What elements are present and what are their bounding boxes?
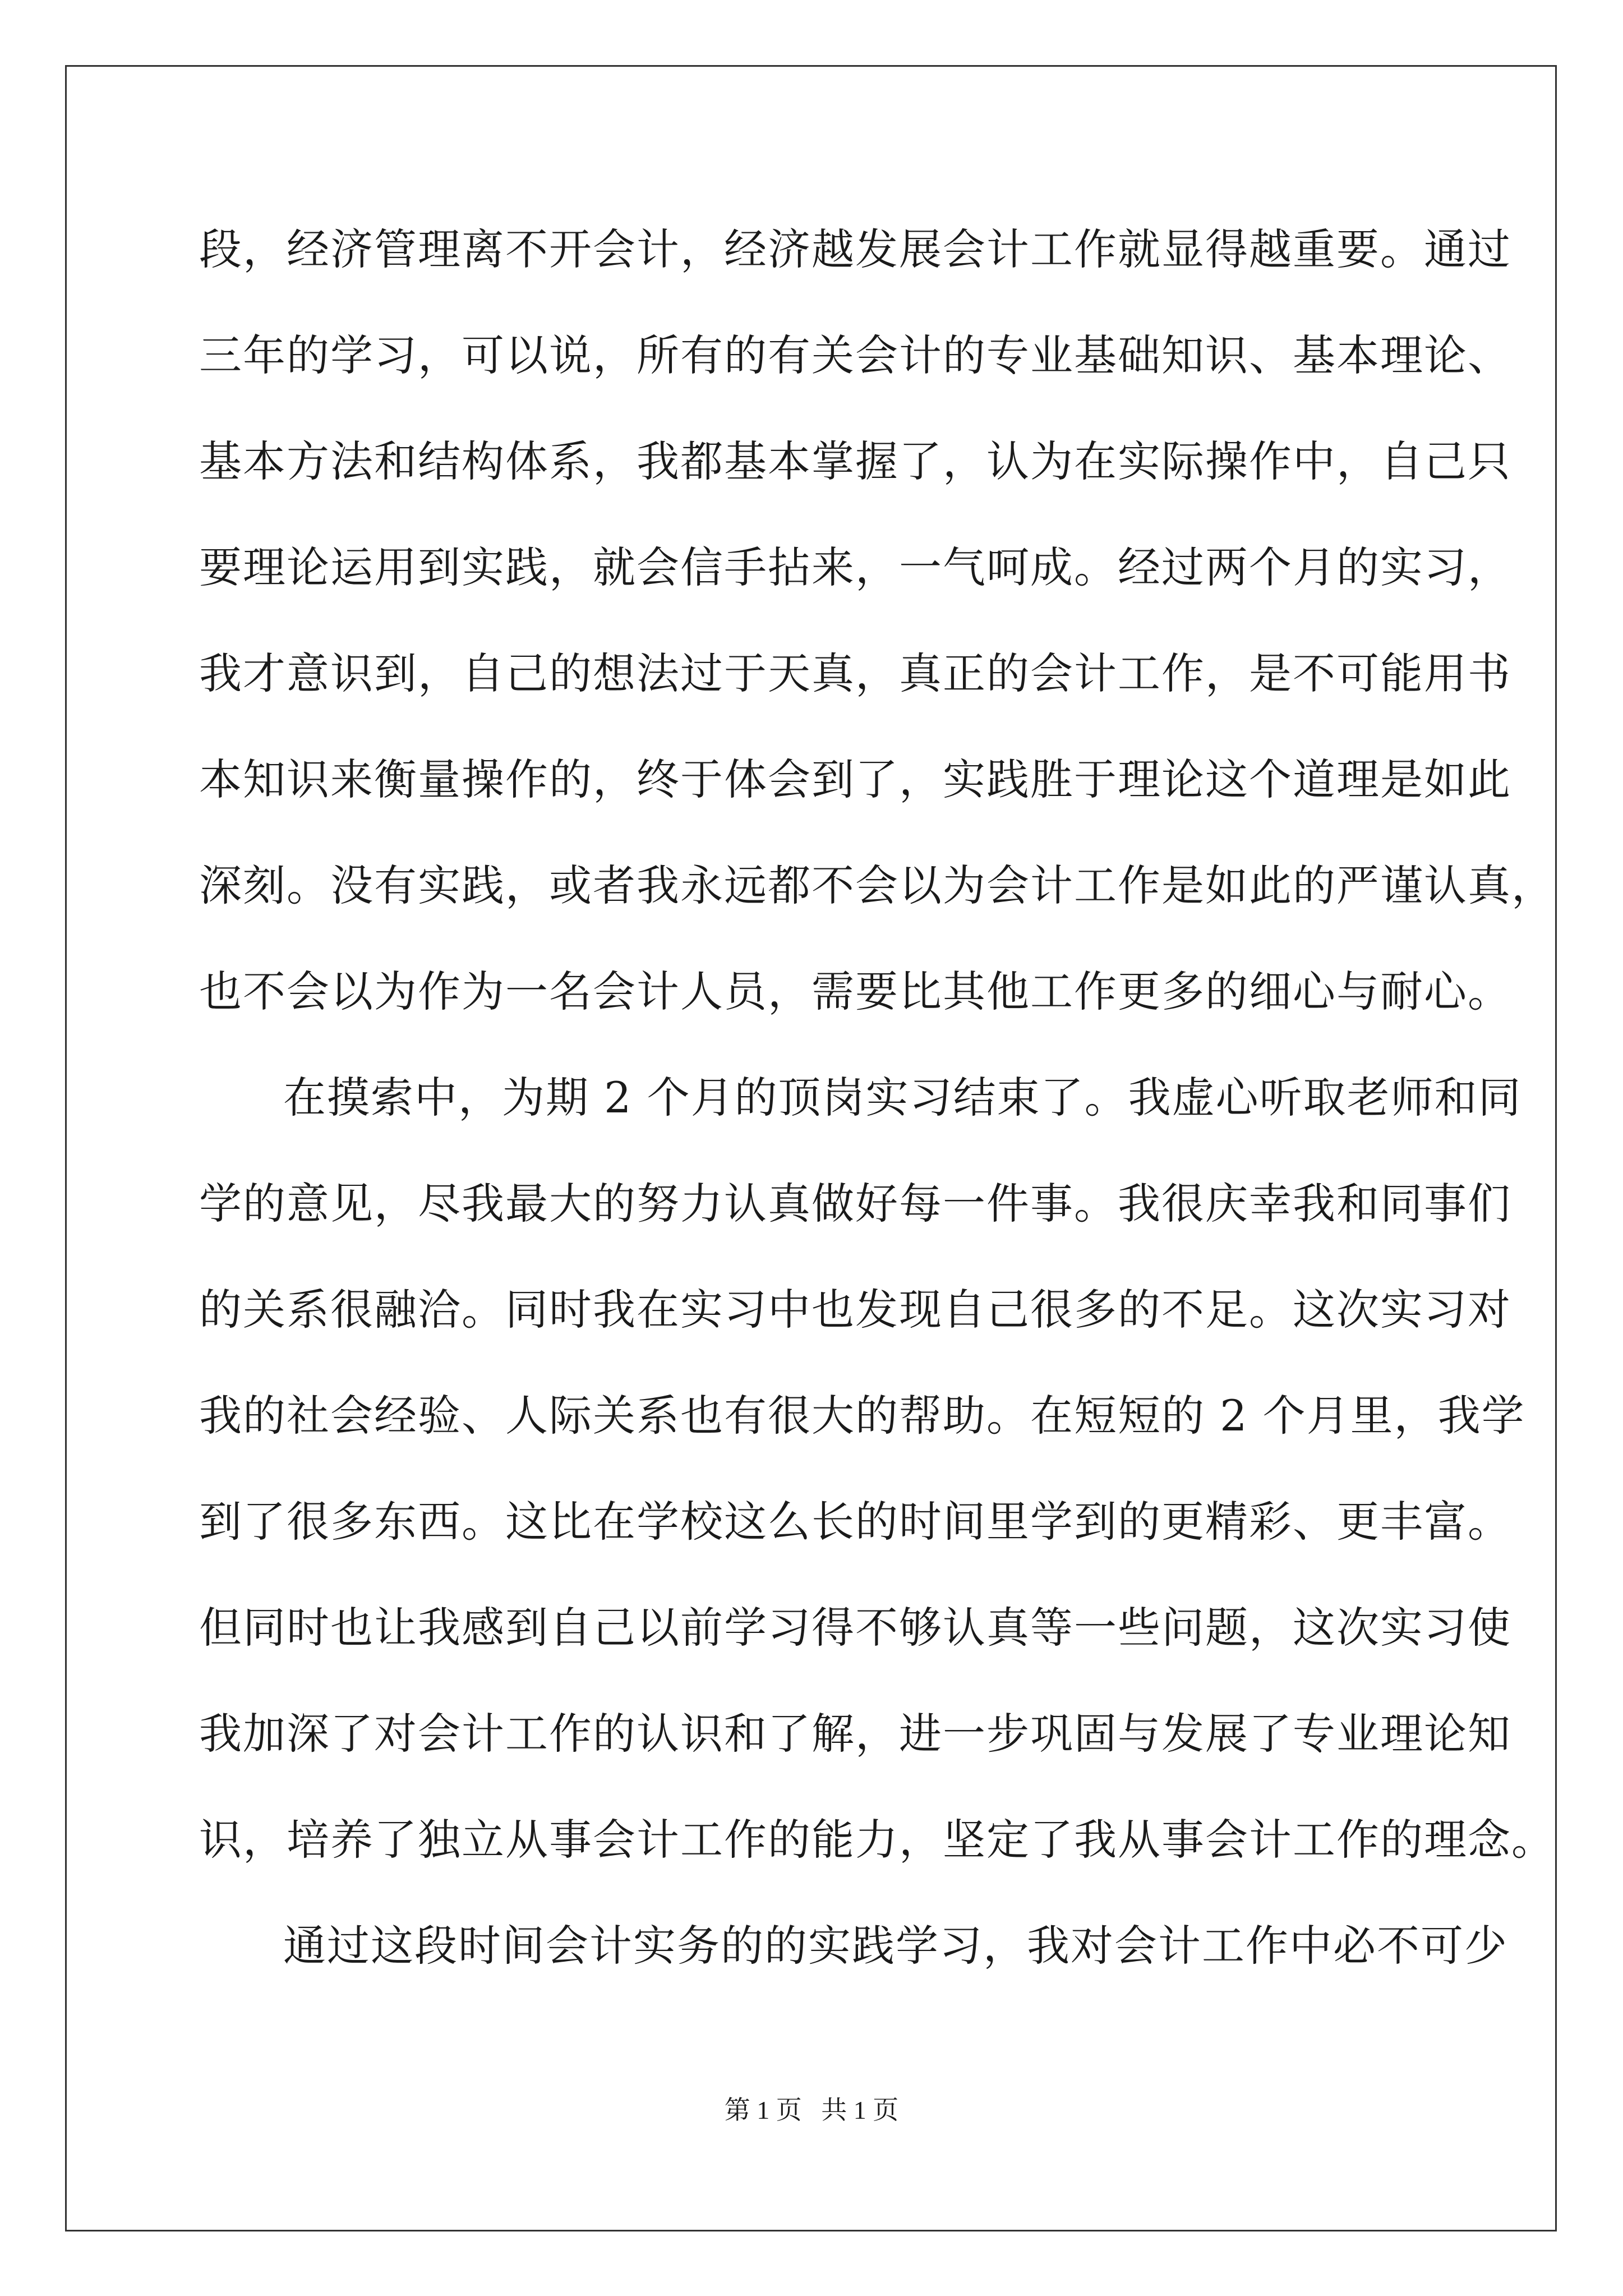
paragraph-start-line: 通过这段时间会计实务的的实践学习，我对会计工作中必不可少 bbox=[283, 1921, 1508, 1971]
text-line: 到了很多东西。这比在学校这么长的时间里学到的更精彩、更丰富。 bbox=[199, 1497, 1511, 1547]
text-line: 我加深了对会计工作的认识和了解，进一步巩固与发展了专业理论知 bbox=[199, 1709, 1511, 1759]
text-line: 但同时也让我感到自己以前学习得不够认真等一些问题，这次实习使 bbox=[199, 1603, 1511, 1653]
text-line: 我才意识到，自己的想法过于天真，真正的会计工作，是不可能用书 bbox=[199, 648, 1511, 698]
text-line: 的关系很融洽。同时我在实习中也发现自己很多的不足。这次实习对 bbox=[199, 1285, 1511, 1335]
document-body bbox=[199, 216, 1555, 2018]
text-line: 要理论运用到实践，就会信手拈来，一气呵成。经过两个月的实习， bbox=[199, 542, 1511, 592]
text-line: 我的社会经验、人际关系也有很大的帮助。在短短的 2 个月里，我学 bbox=[199, 1391, 1525, 1441]
text-line: 三年的学习，可以说，所有的有关会计的专业基础知识、基本理论、 bbox=[199, 330, 1511, 380]
text-line: 识，培养了独立从事会计工作的能力，坚定了我从事会计工作的理念。 bbox=[199, 1815, 1555, 1865]
text-line: 本知识来衡量操作的，终于体会到了，实践胜于理论这个道理是如此 bbox=[199, 754, 1511, 804]
text-line: 段，经济管理离不开会计，经济越发展会计工作就显得越重要。通过 bbox=[199, 224, 1511, 274]
text-line: 深刻。没有实践，或者我永远都不会以为会计工作是如此的严谨认真， bbox=[199, 861, 1555, 910]
text-line: 学的意见，尽我最大的努力认真做好每一件事。我很庆幸我和同事们 bbox=[199, 1179, 1511, 1228]
text-line: 也不会以为作为一名会计人员，需要比其他工作更多的细心与耐心。 bbox=[199, 967, 1511, 1016]
page-footer: 第 1 页 共 1 页 bbox=[724, 2096, 899, 2124]
paragraph-start-line: 在摸索中，为期 2 个月的顶岗实习结束了。我虚心听取老师和同 bbox=[283, 1073, 1522, 1122]
text-line: 基本方法和结构体系，我都基本掌握了，认为在实际操作中，自己只 bbox=[199, 436, 1511, 486]
